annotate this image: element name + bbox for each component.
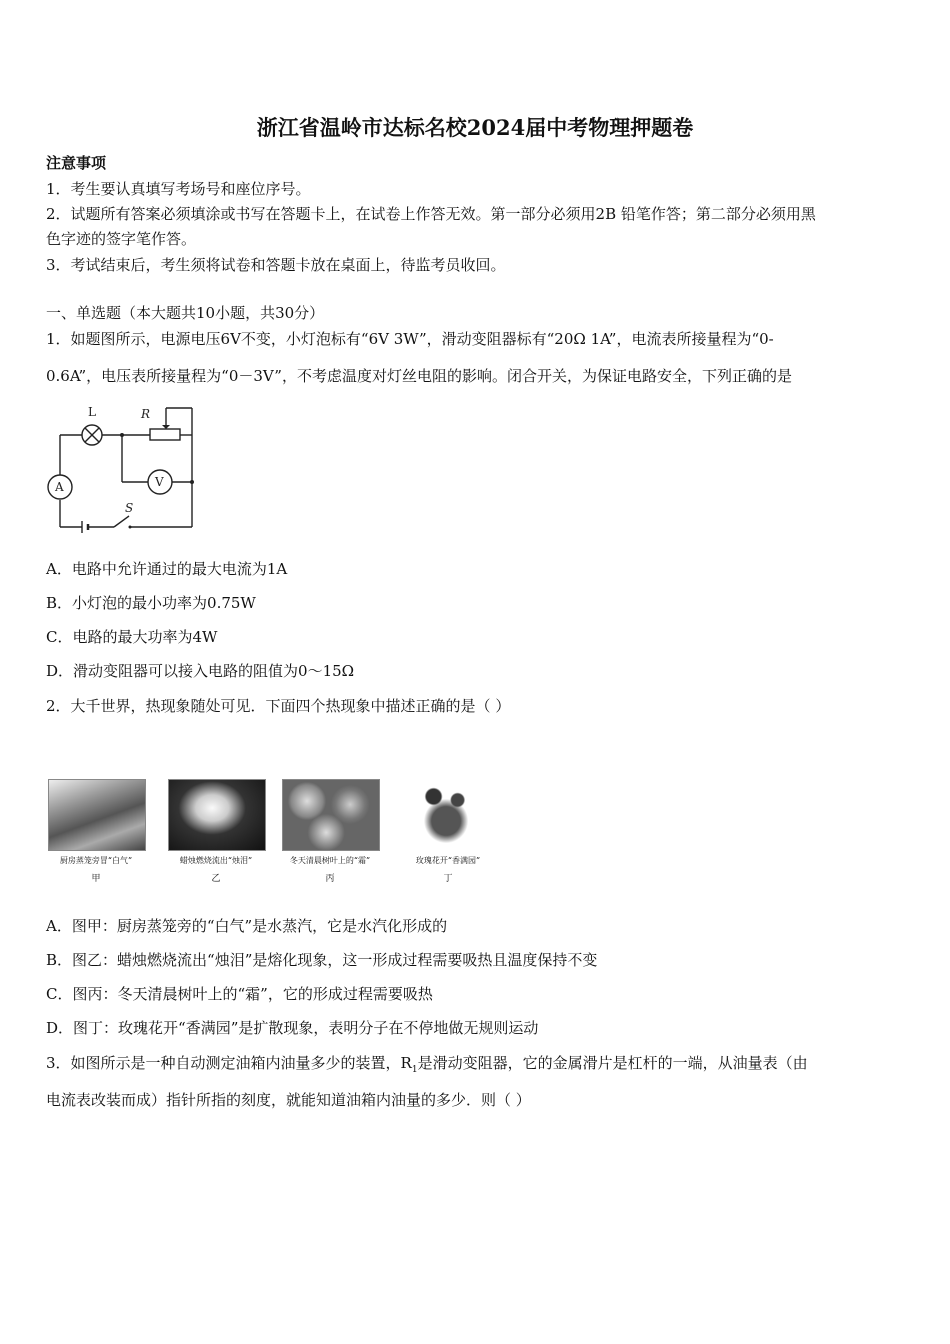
photo-label: 丁 (443, 874, 453, 884)
photo-steamer (48, 779, 146, 851)
photo-label: 丙 (325, 874, 335, 884)
circuit-diagram (44, 400, 204, 535)
label-R: R (141, 407, 151, 421)
q2-option-d: D．图丁：玫瑰花开“香满园”是扩散现象，表明分子在不停地做无规则运动 (46, 1019, 539, 1037)
q3-stem-line2: 电流表改装而成）指针所指的刻度，就能知道油箱内油量的多少．则（ ） (46, 1091, 531, 1109)
notice-item: 1．考生要认真填写考场号和座位序号。 (46, 180, 311, 198)
junction (120, 433, 124, 437)
q2-option-c: C．图丙：冬天清晨树叶上的“霜”，它的形成过程需要吸热 (46, 985, 433, 1003)
photo-frost-leaves (282, 779, 380, 851)
q2-option-b: B．图乙：蜡烛燃烧流出“烛泪”是熔化现象，这一形成过程需要吸热且温度保持不变 (46, 951, 598, 969)
notice-item: 色字迹的签字笔作答。 (46, 230, 197, 248)
q1-stem-line1: 1．如题图所示，电源电压6V不变，小灯泡标有“6V 3W”，滑动变阻器标有“20Ω 1A”，电流表所接量程为“0- (46, 330, 774, 348)
label-S: S (125, 501, 134, 515)
photo-label: 甲 (91, 874, 101, 884)
q1-option-d: D．滑动变阻器可以接入电路的阻值为0～15Ω (46, 662, 355, 680)
photo-roses (400, 779, 496, 849)
page-title: 浙江省温岭市达标名校2024届中考物理押题卷 (256, 115, 694, 140)
notice-heading: 注意事项 (46, 154, 107, 172)
label-A: A (55, 480, 64, 494)
q1-option-a: A．电路中允许通过的最大电流为1A (46, 560, 288, 578)
photo-candle (168, 779, 266, 851)
notice-item: 3．考试结束后，考生须将试卷和答题卡放在桌面上，待监考员收回。 (46, 256, 506, 274)
photo-caption: 玫瑰花开“香满园” (415, 856, 481, 865)
rheostat (150, 429, 180, 440)
q1-option-c: C．电路的最大功率为4W (46, 628, 218, 646)
q2-option-a: A．图甲：厨房蒸笼旁的“白气”是水蒸汽，它是水汽化形成的 (46, 917, 448, 935)
photo-caption: 冬天清晨树叶上的“霜” (289, 856, 371, 865)
photo-label: 乙 (211, 874, 221, 884)
label-L: L (88, 405, 96, 419)
q1-option-b: B．小灯泡的最小功率为0.75W (46, 594, 256, 612)
label-V: V (155, 475, 164, 489)
section-heading: 一、单选题（本大题共10小题，共30分） (46, 304, 325, 322)
switch-contact (129, 526, 132, 529)
switch-blade (114, 516, 129, 527)
q2-stem: 2．大千世界，热现象随处可见．下面四个热现象中描述正确的是（ ） (46, 697, 511, 715)
junction (190, 480, 194, 484)
notice-item: 2．试题所有答案必须填涂或书写在答题卡上，在试卷上作答无效。第一部分必须用2B 铅笔作答；第二部分必须用黑 (46, 205, 816, 223)
photo-caption: 蜡烛燃烧流出“烛泪” (179, 856, 253, 865)
q1-stem-line2: 0.6A”，电压表所接量程为“0－3V”，不考虑温度对灯丝电阻的影响。闭合开关，为保证电路安全，下列正确的是 (46, 367, 792, 385)
photo-caption: 厨房蒸笼旁冒“白气” (59, 856, 133, 865)
q3-stem-line1: 3．如图所示是一种自动测定油箱内油量多少的装置，$R_1$是滑动变阻器，它的金属滑片是杠杆的一端，从油量表（由 (46, 1054, 808, 1075)
